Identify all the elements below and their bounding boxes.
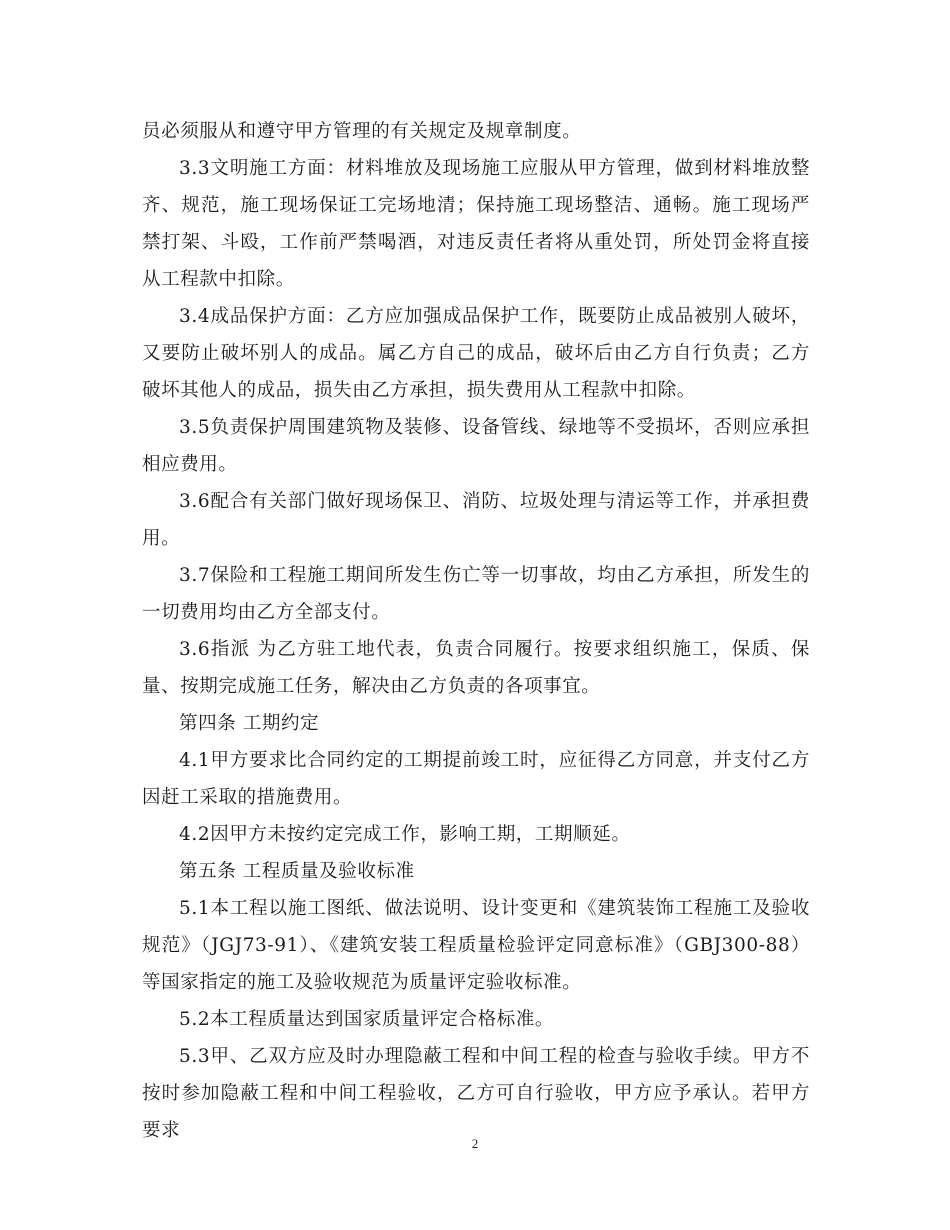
section-heading-4: 第四条 工期约定: [179, 713, 320, 734]
paragraph-4-1: 4.1甲方要求比合同约定的工期提前竣工时，应征得乙方同意，并支付乙方因赶工采取的措施费用。: [142, 750, 810, 808]
paragraph-3-6-b: 3.6指派 为乙方驻工地代表，负责合同履行。按要求组织施工，保质、保量、按期完成施工任务，解决由乙方负责的各项事宜。: [142, 639, 810, 697]
paragraph-3-6-a: 3.6配合有关部门做好现场保卫、消防、垃圾处理与清运等工作，并承担费用。: [142, 491, 810, 549]
paragraph-5-1: 5.1本工程以施工图纸、做法说明、设计变更和《建筑装饰工程施工及验收规范》（JGJ73-91）、《建筑安装工程质量检验评定同意标准》（GBJ300-88）等国家指定的施工及验收规范为质量评定验收标准。: [142, 898, 810, 993]
document-body: [142, 113, 810, 1149]
paragraph-5-2: 5.2本工程质量达到国家质量评定合格标准。: [179, 1009, 555, 1030]
paragraph-5-3: 5.3甲、乙双方应及时办理隐蔽工程和中间工程的检查与验收手续。甲方不按时参加隐蔽工程和中间工程验收，乙方可自行验收，甲方应予承认。若甲方要求: [142, 1046, 810, 1141]
paragraph-continuation: 员必须服从和遵守甲方管理的有关规定及规章制度。: [142, 121, 582, 142]
paragraph-3-4: 3.4成品保护方面：乙方应加强成品保护工作，既要防止成品被别人破坏，又要防止破坏别人的成品。属乙方自己的成品，破坏后由乙方自行负责；乙方破坏其他人的成品，损失由乙方承担，损失费用从工程款中扣除。: [142, 306, 810, 401]
page-number: 2: [471, 1136, 479, 1151]
paragraph-3-3: 3.3文明施工方面：材料堆放及现场施工应服从甲方管理，做到材料堆放整齐、规范，施工现场保证工完场地清；保持施工现场整洁、通畅。施工现场严禁打架、斗殴，工作前严禁喝酒，对违反责任者将从重处罚，所处罚金将直接从工程款中扣除。: [142, 158, 810, 290]
paragraph-3-7: 3.7保险和工程施工期间所发生伤亡等一切事故，均由乙方承担，所发生的一切费用均由乙方全部支付。: [142, 565, 810, 623]
paragraph-4-2: 4.2因甲方未按约定完成工作，影响工期，工期顺延。: [179, 824, 631, 845]
section-heading-5: 第五条 工程质量及验收标准: [179, 861, 415, 882]
paragraph-3-5: 3.5负责保护周围建筑物及装修、设备管线、绿地等不受损坏，否则应承担相应费用。: [142, 417, 810, 475]
